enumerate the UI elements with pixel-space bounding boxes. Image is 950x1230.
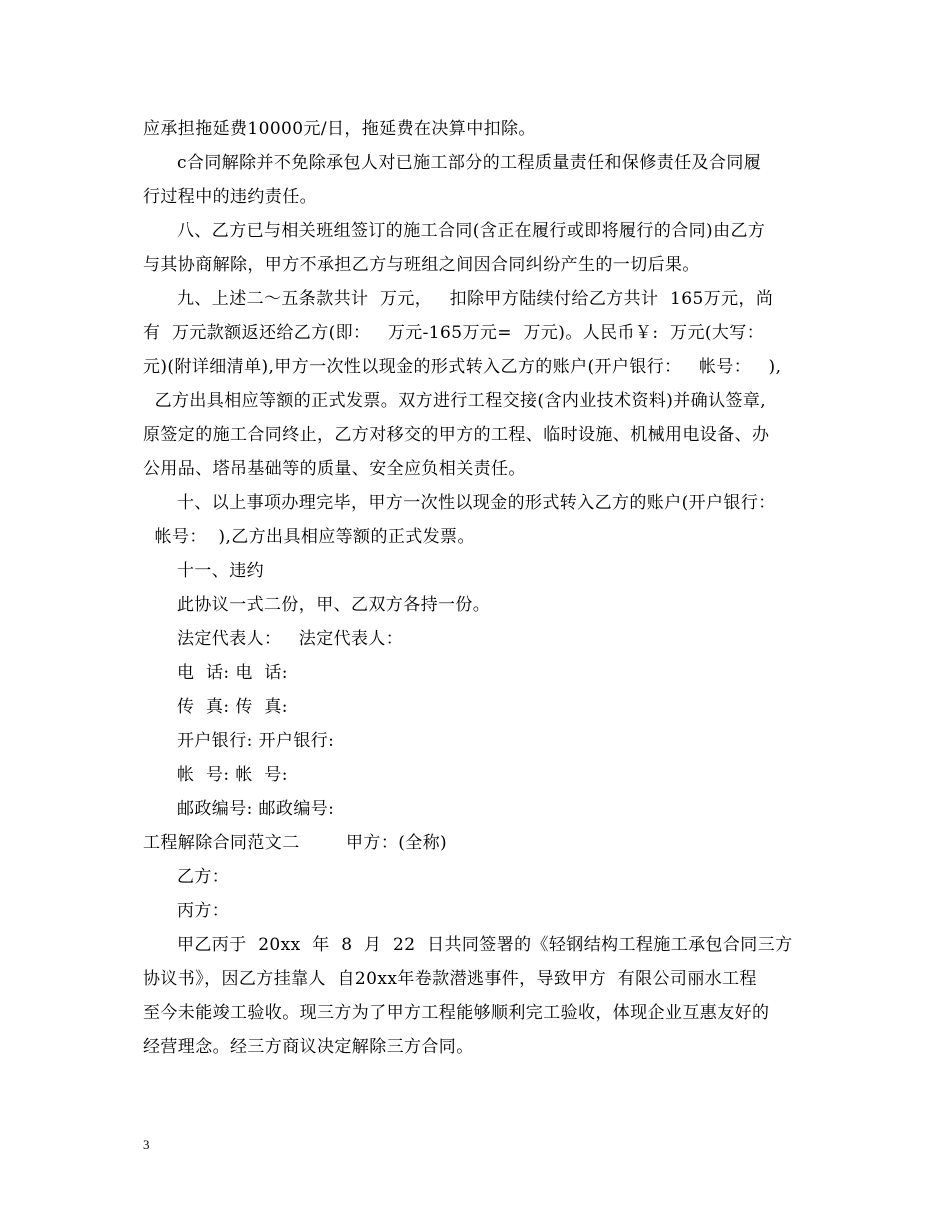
text-line: 协议书》，因乙方挂靠人 自20xx年卷款潜逃事件，导致甲方 有限公司丽水工程 <box>143 969 757 989</box>
text-line: 乙方： <box>177 867 230 887</box>
text-line: 十一、违约 <box>177 561 264 581</box>
text-line: 甲乙丙于 20xx 年 8 月 22 日共同签署的《轻钢结构工程施工承包合同三方 <box>177 935 793 955</box>
text-line: 传 真: 传 真: <box>177 697 288 717</box>
text-line: 九、上述二～五条款共计 万元， 扣除甲方陆续付给乙方共计 165万元，尚 <box>177 289 774 309</box>
text-line: 至今未能竣工验收。现三方为了甲方工程能够顺利完工验收，体现企业互惠友好的 <box>143 1003 770 1023</box>
text-line: 开户银行: 开户银行: <box>177 731 335 751</box>
text-line: 行过程中的违约责任。 <box>143 187 317 207</box>
text-line: 此协议一式二份，甲、乙双方各持一份。 <box>177 595 491 615</box>
text-line: 帐 号: 帐 号: <box>177 765 288 785</box>
section-heading: 工程解除合同范文二 甲方：(全称) <box>143 833 448 853</box>
text-line: 有 万元款额返还给乙方(即： 万元-165万元= 万元)。人民币￥: 万元(大写： <box>143 323 765 343</box>
text-line: 邮政编号: 邮政编号: <box>177 799 335 819</box>
text-line: 电 话: 电 话: <box>177 663 288 683</box>
text-line: 法定代表人： 法定代表人： <box>177 629 404 649</box>
text-line: 帐号： ),乙方出具相应等额的正式发票。 <box>143 527 475 547</box>
text-line: 丙方： <box>177 901 230 921</box>
text-line: 原签定的施工合同终止，乙方对移交的甲方的工程、临时设施、机械用电设备、办 <box>143 425 770 445</box>
text-line: 八、乙方已与相关班组签订的施工合同(含正在履行或即将履行的合同)由乙方 <box>177 221 766 241</box>
text-line: 公用品、塔吊基础等的质量、安全应负相关责任。 <box>143 459 526 479</box>
text-line: 与其协商解除，甲方不承担乙方与班组之间因合同纠纷产生的一切后果。 <box>143 255 700 275</box>
text-line: 乙方出具相应等额的正式发票。双方进行工程交接(含内业技术资料)并确认签章, <box>143 391 767 411</box>
text-line: 应承担拖延费10000元/日，拖延费在决算中扣除。 <box>143 119 536 139</box>
text-line: 经营理念。经三方商议决定解除三方合同。 <box>143 1037 474 1057</box>
text-line: 十、以上事项办理完毕，甲方一次性以现金的形式转入乙方的账户(开户银行： <box>177 493 776 513</box>
text-line: c合同解除并不免除承包人对已施工部分的工程质量责任和保修责任及合同履 <box>177 153 762 173</box>
page-number: 3 <box>143 1137 150 1152</box>
text-line: 元)(附详细清单),甲方一次性以现金的形式转入乙方的账户(开户银行： 帐号： ), <box>143 357 782 377</box>
